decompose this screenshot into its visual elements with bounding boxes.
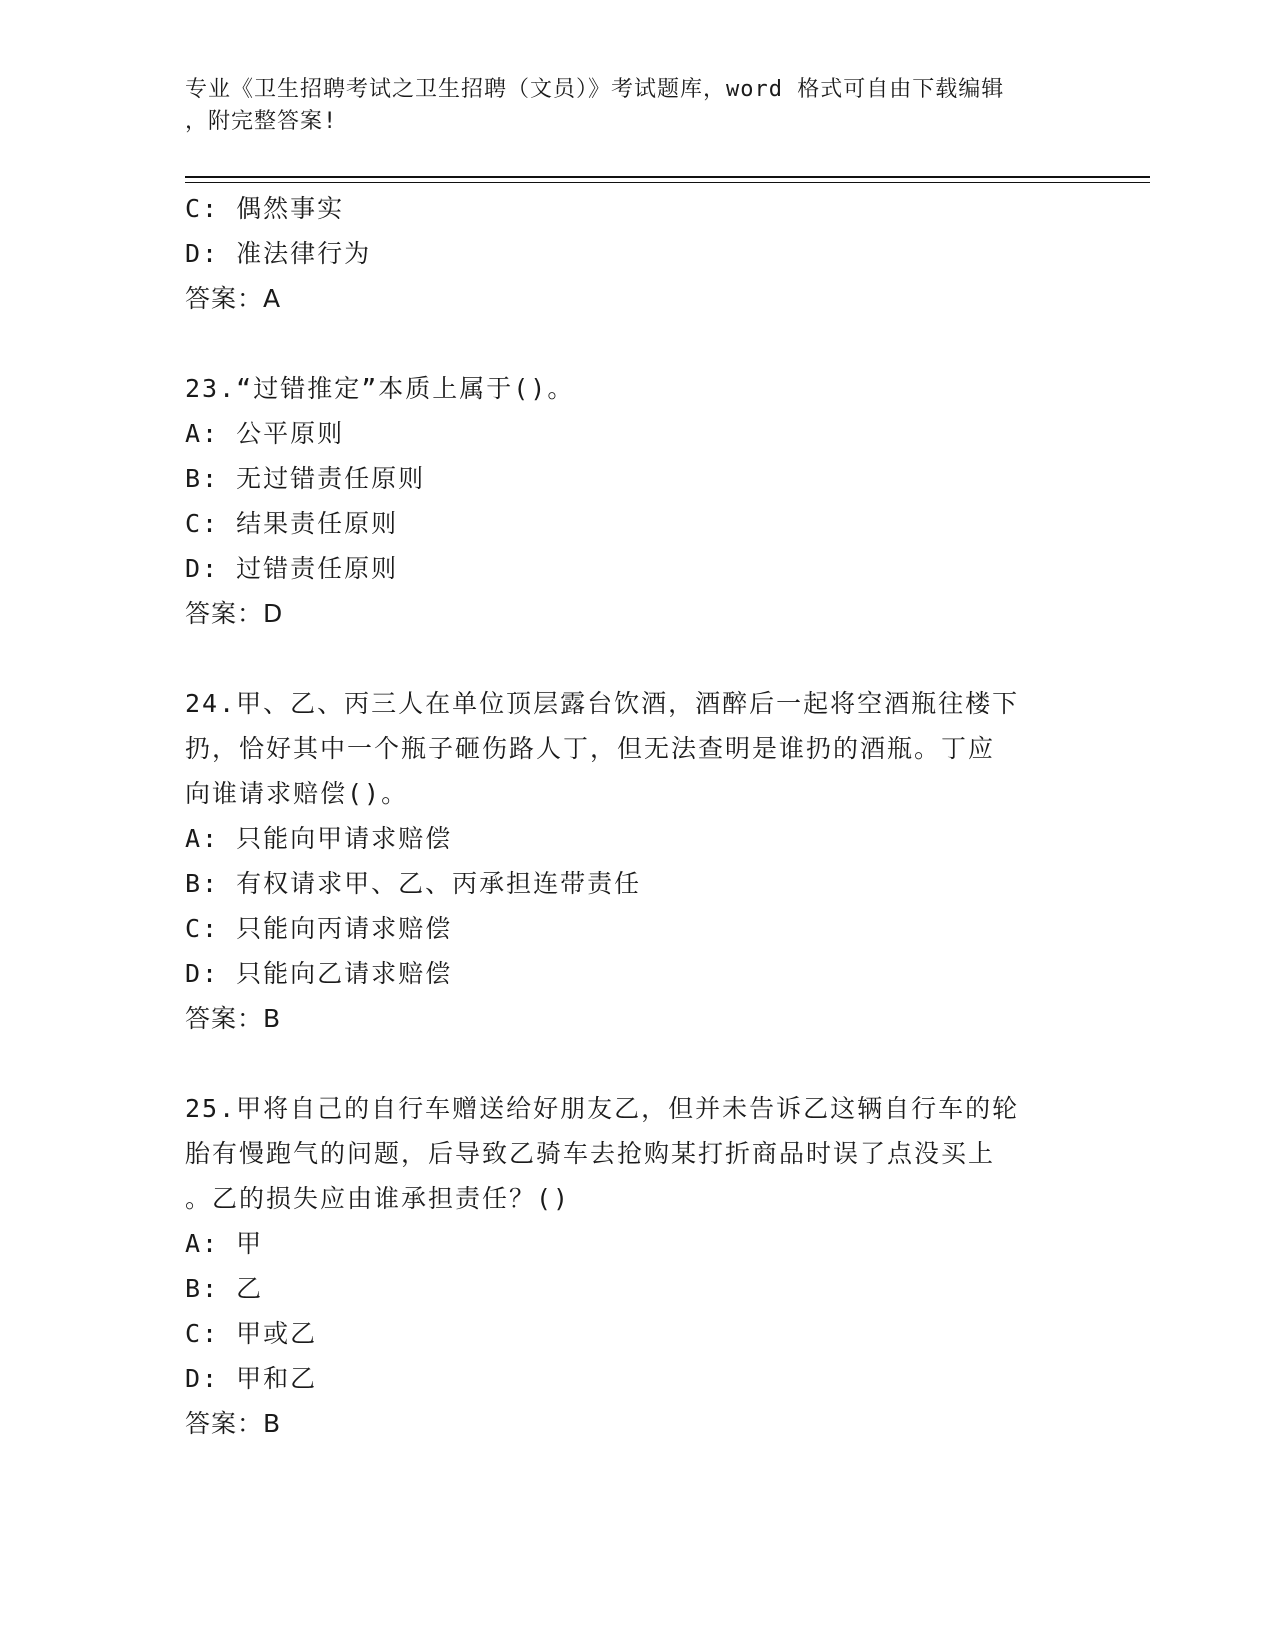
q25-option-a: A: 甲: [185, 1229, 264, 1258]
prev-answer: 答案：A: [185, 284, 282, 313]
q25-option-d: D: 甲和乙: [185, 1364, 318, 1393]
q24-answer: 答案：B: [185, 1004, 282, 1033]
prev-option-c: C: 偶然事实: [185, 194, 345, 223]
q24-text-line-2: 扔，恰好其中一个瓶子砸伤路人丁，但无法查明是谁扔的酒瓶。丁应: [185, 734, 996, 763]
q23-option-c: C: 结果责任原则: [185, 509, 399, 538]
q24-option-c: C: 只能向丙请求赔偿: [185, 914, 453, 943]
q24-option-d: D: 只能向乙请求赔偿: [185, 959, 453, 988]
q25-text-line-3: 。乙的损失应由谁承担责任？(): [185, 1184, 571, 1213]
q23-option-d: D: 过错责任原则: [185, 554, 399, 583]
q24-option-a: A: 只能向甲请求赔偿: [185, 824, 453, 853]
q24-option-b: B: 有权请求甲、乙、丙承担连带责任: [185, 869, 642, 898]
q23-option-a: A: 公平原则: [185, 419, 345, 448]
header-divider-thick: [185, 176, 1150, 178]
q23-text: 23.“过错推定”本质上属于()。: [185, 374, 575, 403]
header-divider-thin: [185, 182, 1150, 183]
q23-answer: 答案：D: [185, 599, 284, 628]
header-line-2: ，附完整答案!: [185, 109, 338, 134]
q25-text-line-1: 25.甲将自己的自行车赠送给好朋友乙，但并未告诉乙这辆自行车的轮: [185, 1094, 1020, 1123]
q25-option-c: C: 甲或乙: [185, 1319, 318, 1348]
q23-option-b: B: 无过错责任原则: [185, 464, 426, 493]
document-header: [185, 74, 1065, 138]
q24-text-line-1: 24.甲、乙、丙三人在单位顶层露台饮酒，酒醉后一起将空酒瓶往楼下: [185, 689, 1020, 718]
q25-option-b: B: 乙: [185, 1274, 264, 1303]
q24-text-line-3: 向谁请求赔偿()。: [185, 779, 409, 808]
q25-text-line-2: 胎有慢跑气的问题，后导致乙骑车去抢购某打折商品时误了点没买上: [185, 1139, 996, 1168]
prev-option-d: D: 准法律行为: [185, 239, 372, 268]
header-line-1: 专业《卫生招聘考试之卫生招聘（文员）》考试题库，word 格式可自由下载编辑: [185, 77, 1005, 102]
q25-answer: 答案：B: [185, 1409, 282, 1438]
